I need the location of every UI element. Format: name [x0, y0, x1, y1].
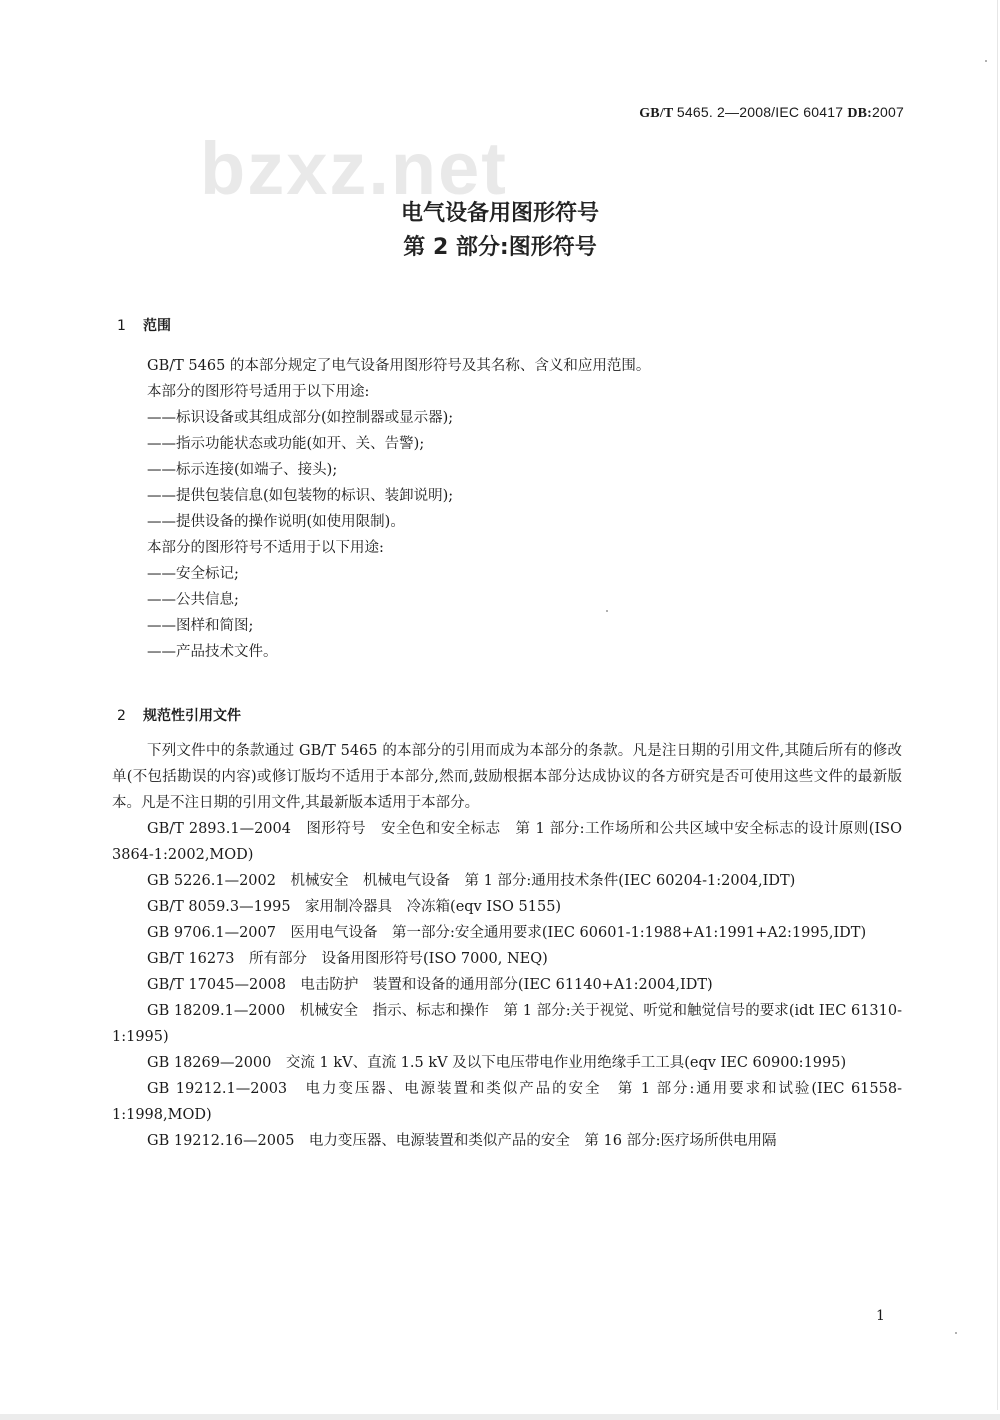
reference-item: GB 19212.16—2005 电力变压器、电源装置和类似产品的安全 第 16 部分:医疗场所供电用隔: [147, 1133, 777, 1149]
watermark: bzxz.net: [200, 127, 508, 210]
scope-line: GB/T 5465 的本部分规定了电气设备用图形符号及其名称、含义和应用范围。: [147, 358, 651, 374]
reference-item: GB 18269—2000 交流 1 kV、直流 1.5 kV 及以下电压带电作业用绝缘手工工具(eqv IEC 60900:1995): [147, 1055, 847, 1071]
document-subtitle: 第 2 部分:图形符号: [403, 235, 597, 260]
section-title: 规范性引用文件: [143, 708, 241, 724]
reference-item: GB 18209.1—2000 机械安全 指示、标志和操作 第 1 部分:关于视觉、听觉和触觉信号的要求(idt IEC 61310-1:1995): [112, 1003, 902, 1045]
scope-list-item: ——指示功能状态或功能(如开、关、告警);: [147, 436, 425, 452]
reference-item: GB 5226.1—2002 机械安全 机械电气设备 第 1 部分:通用技术条件(IEC 60204-1:2004,IDT): [147, 873, 796, 889]
document-title: 电气设备用图形符号: [400, 201, 599, 226]
scope-list-item: ——标示连接(如端子、接头);: [147, 462, 338, 478]
scope-list-item: ——产品技术文件。: [147, 644, 278, 660]
reference-item: GB 9706.1—2007 医用电气设备 第一部分:安全通用要求(IEC 60601-1:1988+A1:1991+A2:1995,IDT): [147, 925, 867, 941]
scope-list-item: ——提供包装信息(如包装物的标识、装卸说明);: [147, 488, 454, 504]
code-number: 5465. 2—2008/IEC 60417: [676, 104, 848, 120]
scope-list-item: ——公共信息;: [147, 592, 239, 608]
scan-speck: [985, 60, 987, 62]
scope-line: 本部分的图形符号不适用于以下用途:: [147, 540, 384, 556]
scope-list-item: ——安全标记;: [147, 566, 239, 582]
scan-speck: [606, 610, 608, 612]
standard-code-header: [639, 104, 904, 122]
scope-line: 本部分的图形符号适用于以下用途:: [147, 384, 370, 400]
scope-list-item: ——提供设备的操作说明(如使用限制)。: [147, 514, 405, 530]
scope-body: [112, 353, 902, 665]
page-edge-bottom: [0, 1414, 1000, 1420]
section-title: 范围: [143, 318, 171, 334]
scope-list-item: ——标识设备或其组成部分(如控制器或显示器);: [147, 410, 454, 426]
reference-item: GB/T 17045—2008 电击防护 装置和设备的通用部分(IEC 61140+A1:2004,IDT): [147, 977, 713, 993]
section-heading-normative-references: [117, 705, 241, 725]
code-db: DB:: [847, 106, 873, 121]
section-number: 2: [117, 708, 126, 724]
reference-item: GB 19212.1—2003 电力变压器、电源装置和类似产品的安全 第 1 部分:通用要求和试验(IEC 61558-1:1998,MOD): [112, 1081, 902, 1123]
code-prefix: GB/T: [639, 106, 677, 121]
reference-item: GB/T 2893.1—2004 图形符号 安全色和安全标志 第 1 部分:工作场所和公共区域中安全标志的设计原则(ISO 3864-1:2002,MOD): [112, 821, 902, 863]
page-number: 1: [876, 1308, 885, 1324]
section-heading-scope: [117, 315, 171, 335]
references-intro: 下列文件中的条款通过 GB/T 5465 的本部分的引用而成为本部分的条款。凡是注日期的引用文件,其随后所有的修改单(不包括勘误的内容)或修订版均不适用于本部分,然而,鼓励根据本部分达成协议的各方研究是否可使用这些文件的最新版本。凡是不注日期的引用文件,其最新版本适用于本部分。: [112, 743, 902, 811]
scan-speck: [955, 1332, 957, 1334]
normative-references-body: [112, 738, 902, 1154]
code-year: 2007: [872, 104, 904, 120]
section-number: 1: [117, 318, 126, 334]
reference-item: GB/T 16273 所有部分 设备用图形符号(ISO 7000, NEQ): [147, 951, 548, 967]
reference-item: GB/T 8059.3—1995 家用制冷器具 冷冻箱(eqv ISO 5155): [147, 899, 562, 915]
scope-list-item: ——图样和简图;: [147, 618, 254, 634]
